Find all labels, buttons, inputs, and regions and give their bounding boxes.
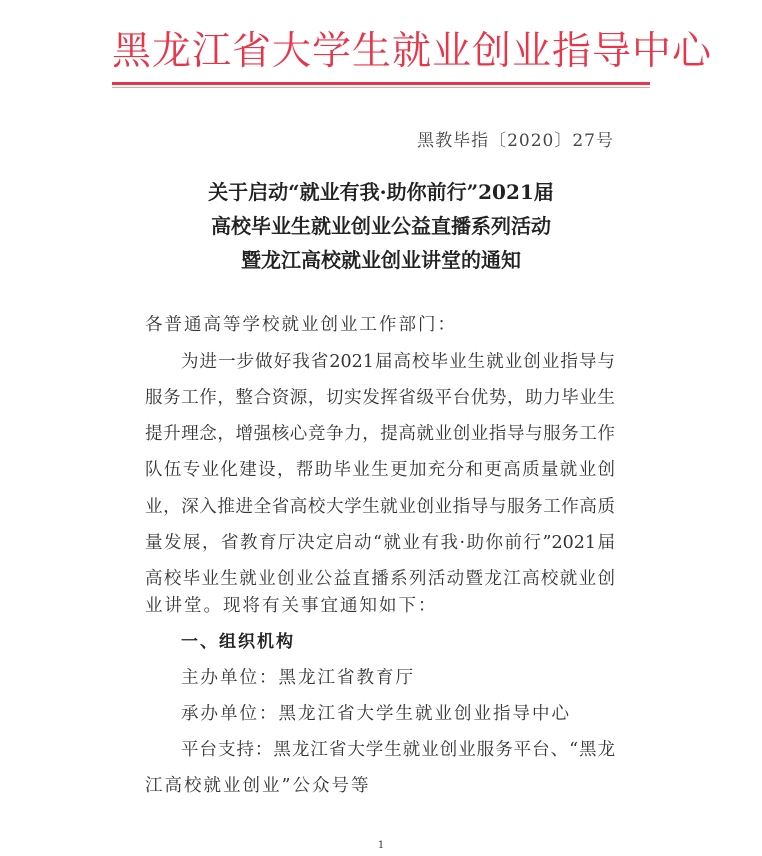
body-line: 量发展，省教育厅决定启动“就业有我·助你前行”2021届 [145, 533, 615, 553]
section-heading: 一、组织机构 [181, 632, 295, 652]
letterhead-title: 黑龙江省大学生就业创业指导中心 [112, 29, 713, 74]
title-line: 暨龙江高校就业创业讲堂的通知 [241, 248, 521, 272]
organizer-unit: 承办单位：黑龙江省大学生就业创业指导中心 [181, 704, 571, 724]
letterhead-red-rule [112, 82, 650, 85]
platform-support-cont: 江高校就业创业”公众号等 [145, 776, 371, 796]
body-line: 为进一步做好我省2021届高校毕业生就业创业指导与 [181, 352, 615, 372]
body-line: 业讲堂。现将有关事宜通知如下： [145, 596, 438, 616]
letterhead-thin-rule [112, 87, 650, 88]
platform-support: 平台支持：黑龙江省大学生就业创业服务平台、“黑龙 [181, 740, 615, 760]
body-line: 业，深入推进全省高校大学生就业创业指导与服务工作高质 [145, 497, 615, 517]
title-line: 关于启动“就业有我·助你前行”2021届 [208, 180, 554, 204]
body-line: 高校毕业生就业创业公益直播系列活动暨龙江高校就业创 [145, 569, 615, 589]
body-line: 服务工作，整合资源，切实发挥省级平台优势，助力毕业生 [145, 388, 615, 408]
title-line: 高校毕业生就业创业公益直播系列活动 [211, 214, 551, 238]
body-line: 提升理念，增强核心竞争力，提高就业创业指导与服务工作 [145, 424, 615, 444]
page-number: 1 [377, 840, 385, 851]
salutation: 各普通高等学校就业创业工作部门： [145, 315, 457, 335]
body-line: 队伍专业化建设，帮助毕业生更加充分和更高质量就业创 [145, 460, 615, 480]
document-number: 黑教毕指〔2020〕27号 [417, 131, 614, 151]
host-unit: 主办单位：黑龙江省教育厅 [181, 668, 415, 688]
